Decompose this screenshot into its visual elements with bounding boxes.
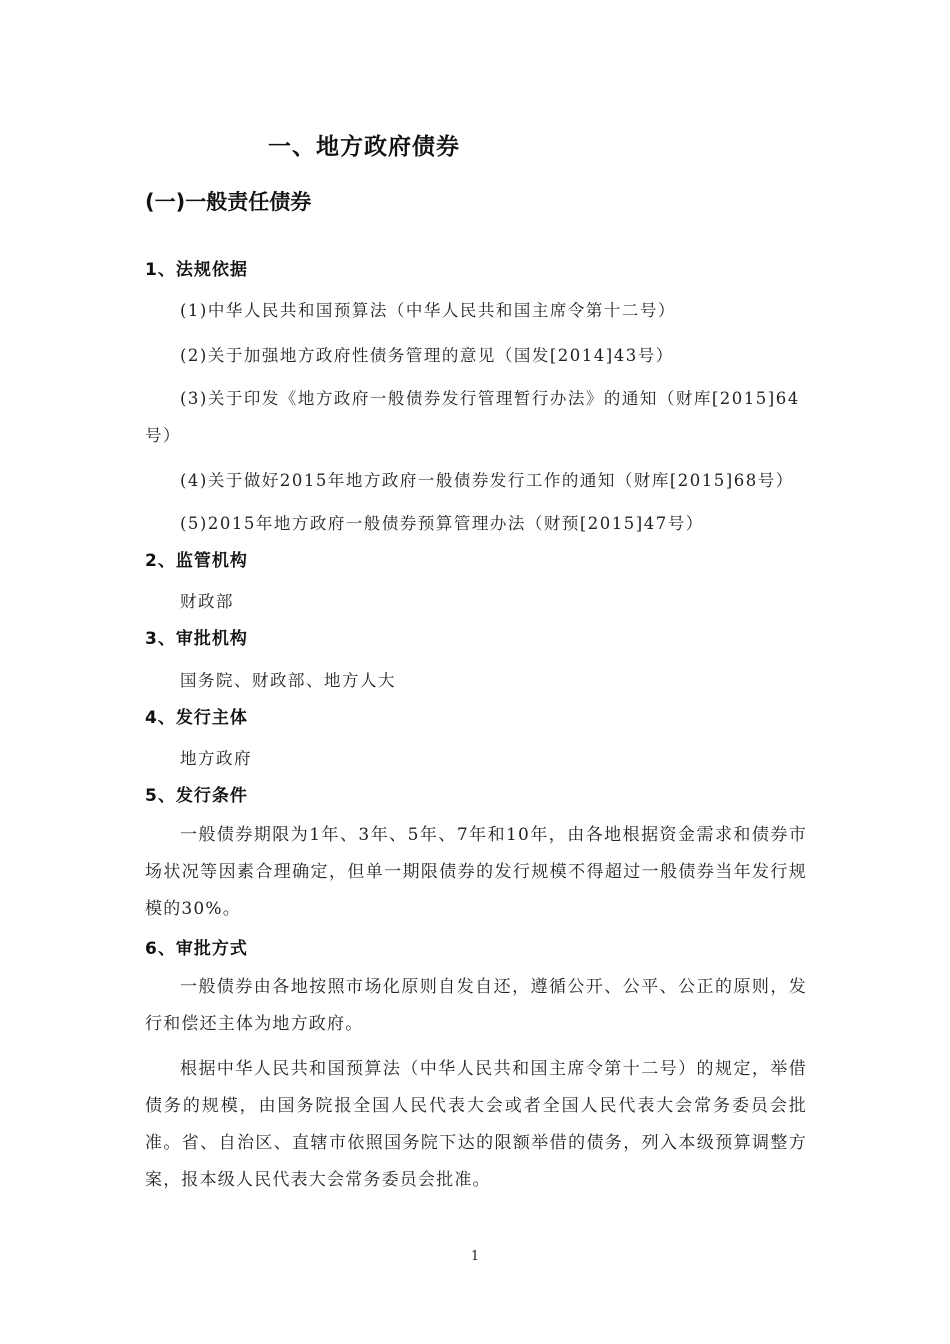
- page-title: 一、地方政府债券: [268, 134, 460, 160]
- heading-approval-body: 3、审批机构: [145, 629, 248, 649]
- heading-issuer: 4、发行主体: [145, 708, 248, 728]
- heading-issuance-conditions: 5、发行条件: [145, 786, 248, 806]
- legal-basis-item-4: (4)关于做好2015年地方政府一般债券发行工作的通知（财库[2015]68号）: [180, 471, 794, 490]
- approval-method-paragraph-1: 一般债券由各地按照市场化原则自发自还，遵循公开、公平、公正的原则，发行和偿还主体为地方政府。: [145, 977, 807, 1034]
- issuer-text: 地方政府: [180, 749, 252, 768]
- page-number: 1: [470, 1249, 480, 1264]
- legal-basis-item-2: (2)关于加强地方政府性债务管理的意见（国发[2014]43号）: [180, 346, 674, 365]
- legal-basis-item-5: (5)2015年地方政府一般债券预算管理办法（财预[2015]47号）: [180, 514, 704, 533]
- issuance-conditions-paragraph: 一般债券期限为1年、3年、5年、7年和10年，由各地根据资金需求和债券市场状况等因素合理确定，但单一期限债券的发行规模不得超过一般债券当年发行规模的30%。: [145, 825, 807, 919]
- legal-basis-item-1: (1)中华人民共和国预算法（中华人民共和国主席令第十二号）: [180, 301, 676, 320]
- heading-approval-method: 6、审批方式: [145, 939, 248, 959]
- section-heading-general-bonds: (一)一般责任债券: [145, 190, 312, 214]
- heading-regulator: 2、监管机构: [145, 551, 248, 571]
- legal-basis-item-3: (3)关于印发《地方政府一般债券发行管理暂行办法》的通知（财库[2015]64: [180, 389, 800, 408]
- regulator-text: 财政部: [180, 592, 234, 611]
- approval-body-text: 国务院、财政部、地方人大: [180, 671, 396, 690]
- heading-legal-basis: 1、法规依据: [145, 260, 248, 280]
- legal-basis-item-3-continued: 号）: [145, 426, 181, 445]
- approval-method-paragraph-2: 根据中华人民共和国预算法（中华人民共和国主席令第十二号）的规定，举借债务的规模，由国务院报全国人民代表大会或者全国人民代表大会常务委员会批准。省、自治区、直辖市依照国务院下达的限额举借的债务，列入本级预算调整方案，报本级人民代表大会常务委员会批准。: [145, 1059, 807, 1190]
